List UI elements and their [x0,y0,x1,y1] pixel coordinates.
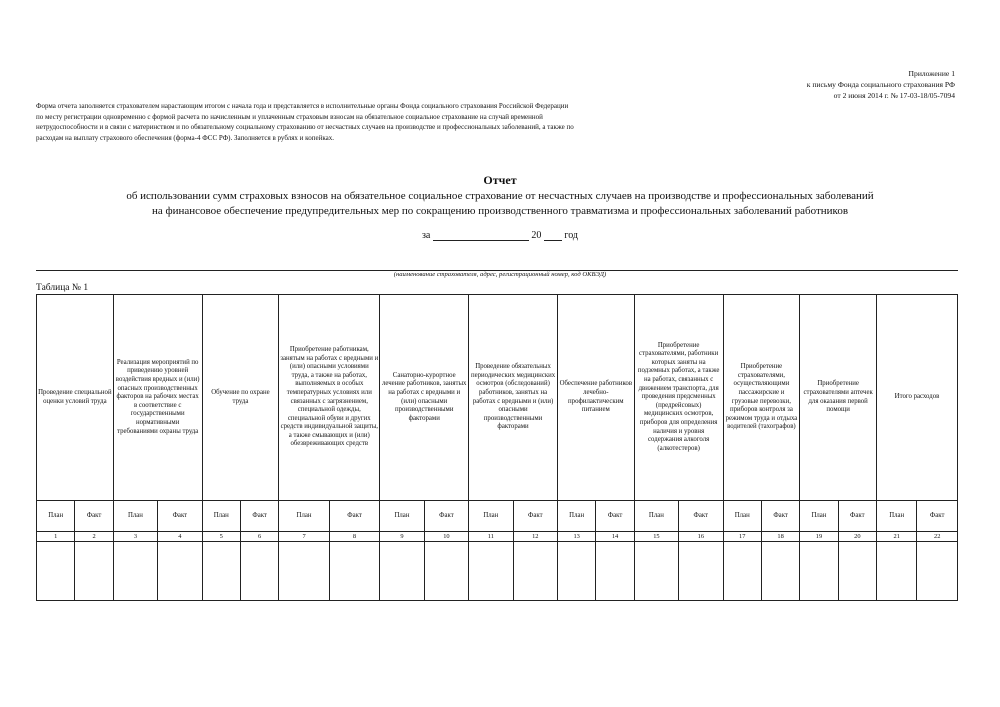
insurer-name-caption: (наименование страхователя, адрес, регистрационный номер, код ОКВЭД) [393,271,607,278]
data-row [37,542,958,601]
column-number: 8 [329,532,380,542]
period-line [0,230,1000,241]
column-number: 18 [761,532,799,542]
column-header: Приобретение страхователями, осуществляющими пассажирские и грузовые перевозки, приборов контроля за режимом труда и отдыха водителей (тахографов) [723,295,800,501]
data-cell[interactable] [75,542,113,601]
column-number: 22 [917,532,958,542]
plan-label: План [202,501,240,532]
fact-label: Факт [761,501,799,532]
appendix-block [715,68,955,101]
column-header: Проведение специальной оценки условий труда [37,295,114,501]
plan-label: План [634,501,678,532]
column-number-row [37,532,958,542]
column-header: Приобретение страхователями аптечек для оказания первой помощи [800,295,877,501]
column-number: 17 [723,532,761,542]
data-cell[interactable] [800,542,838,601]
report-subtitle-1: об использовании сумм страховых взносов на обязательное социальное страхование от несчастных случаев на производстве и профессиональных заболеваний [126,190,874,202]
fact-label: Факт [158,501,202,532]
data-cell[interactable] [469,542,513,601]
column-number: 5 [202,532,240,542]
data-cell[interactable] [37,542,75,601]
data-cell[interactable] [424,542,468,601]
column-header: Итого расходов [877,295,958,501]
plan-label: План [113,501,157,532]
data-cell[interactable] [838,542,876,601]
column-number: 16 [679,532,723,542]
plan-label: План [800,501,838,532]
data-cell[interactable] [596,542,634,601]
data-cell[interactable] [634,542,678,601]
plan-label: План [380,501,424,532]
appendix-line-3: от 2 июня 2014 г. № 17-03-18/05-7094 [833,91,955,100]
column-header: Проведение обязательных периодических медицинских осмотров (обследований) работников, занятых на работах с вредными и (или) опасными производственными факторами [469,295,558,501]
period-blank[interactable] [433,230,529,241]
fact-label: Факт [838,501,876,532]
data-cell[interactable] [557,542,595,601]
plan-fact-row [37,501,958,532]
data-cell[interactable] [513,542,557,601]
appendix-line-1: Приложение 1 [908,69,955,78]
column-number: 21 [877,532,917,542]
plan-label: План [469,501,513,532]
data-cell[interactable] [723,542,761,601]
data-cell[interactable] [380,542,424,601]
table-label: Таблица № 1 [36,283,89,293]
data-cell[interactable] [329,542,380,601]
data-cell[interactable] [877,542,917,601]
header-row [37,295,958,501]
period-mid: 20 [531,230,542,241]
data-cell[interactable] [761,542,799,601]
data-cell[interactable] [202,542,240,601]
data-cell[interactable] [679,542,723,601]
plan-label: План [723,501,761,532]
fact-label: Факт [75,501,113,532]
column-header: Санаторно-курортное лечение работников, занятых на работах с вредными и (или) опасными производственными факторами [380,295,469,501]
fact-label: Факт [513,501,557,532]
fact-label: Факт [596,501,634,532]
fact-label: Факт [424,501,468,532]
column-number: 10 [424,532,468,542]
column-number: 15 [634,532,678,542]
report-subtitle-2: на финансовое обеспечение предупредительных мер по сокращению производственного травматизма и профессиональных заболеваний работников [151,205,849,217]
intro-text: Форма отчета заполняется страхователем нарастающим итогом с начала года и представляется в исполнительные органы Фонда социального страхования Российской Федерации по месту регистрации одновременно с формой расчета по начисленным и уплаченным страховым взносам на обязательное социальное страхование на случай временной нетрудоспособности и в связи с материнством и по обязательному социальному страхованию от несчастных случаев на производстве и профессиональных заболеваний, а также по расходам на выплату страхового обеспечения (форма-4 ФСС РФ). Заполняется в рублях и копейках. [36,102,574,142]
data-cell[interactable] [240,542,278,601]
column-header: Приобретение работникам, занятым на работах с вредными и (или) опасными условиями труда, а также на работах, выполняемых в особых температурных условиях или связанных с загрязнением, специальной одежды, специальной обуви и других средств индивидуальной защиты, а также смывающих и (или) обезвреживающих средств [279,295,380,501]
column-number: 2 [75,532,113,542]
plan-label: План [37,501,75,532]
year-blank[interactable] [544,230,562,241]
period-suffix: год [564,230,579,241]
column-number: 6 [240,532,278,542]
column-number: 19 [800,532,838,542]
column-number: 9 [380,532,424,542]
column-number: 3 [113,532,157,542]
column-header: Приобретение страхователями, работники которых заняты на подземных работах, а также на работах, связанных с движением транспорта, для проведения предсменных (предрейсовых) медицинских осмотров, приборов для определения наличия и уровня содержания алкоголя (алкотестеров) [634,295,723,501]
appendix-line-2: к письму Фонда социального страхования РФ [806,80,955,89]
column-number: 13 [557,532,595,542]
column-number: 4 [158,532,202,542]
data-cell[interactable] [917,542,958,601]
plan-label: План [877,501,917,532]
column-number: 12 [513,532,557,542]
report-table [36,294,958,601]
column-number: 20 [838,532,876,542]
report-title: Отчет [483,173,517,187]
column-number: 1 [37,532,75,542]
fact-label: Факт [917,501,958,532]
data-cell[interactable] [158,542,202,601]
column-header: Обеспечение работников лечебно-профилактическим питанием [557,295,634,501]
fact-label: Факт [329,501,380,532]
column-header: Обучение по охране труда [202,295,279,501]
column-number: 11 [469,532,513,542]
fact-label: Факт [240,501,278,532]
column-header: Реализация мероприятий по приведению уровней воздействия вредных и (или) опасных производственных факторов на рабочих местах в соответствие с государственными нормативными требованиями охраны труда [113,295,202,501]
fact-label: Факт [679,501,723,532]
data-cell[interactable] [279,542,329,601]
column-number: 7 [279,532,329,542]
plan-label: План [279,501,329,532]
column-number: 14 [596,532,634,542]
plan-label: План [557,501,595,532]
period-prefix: за [421,230,431,241]
data-cell[interactable] [113,542,157,601]
